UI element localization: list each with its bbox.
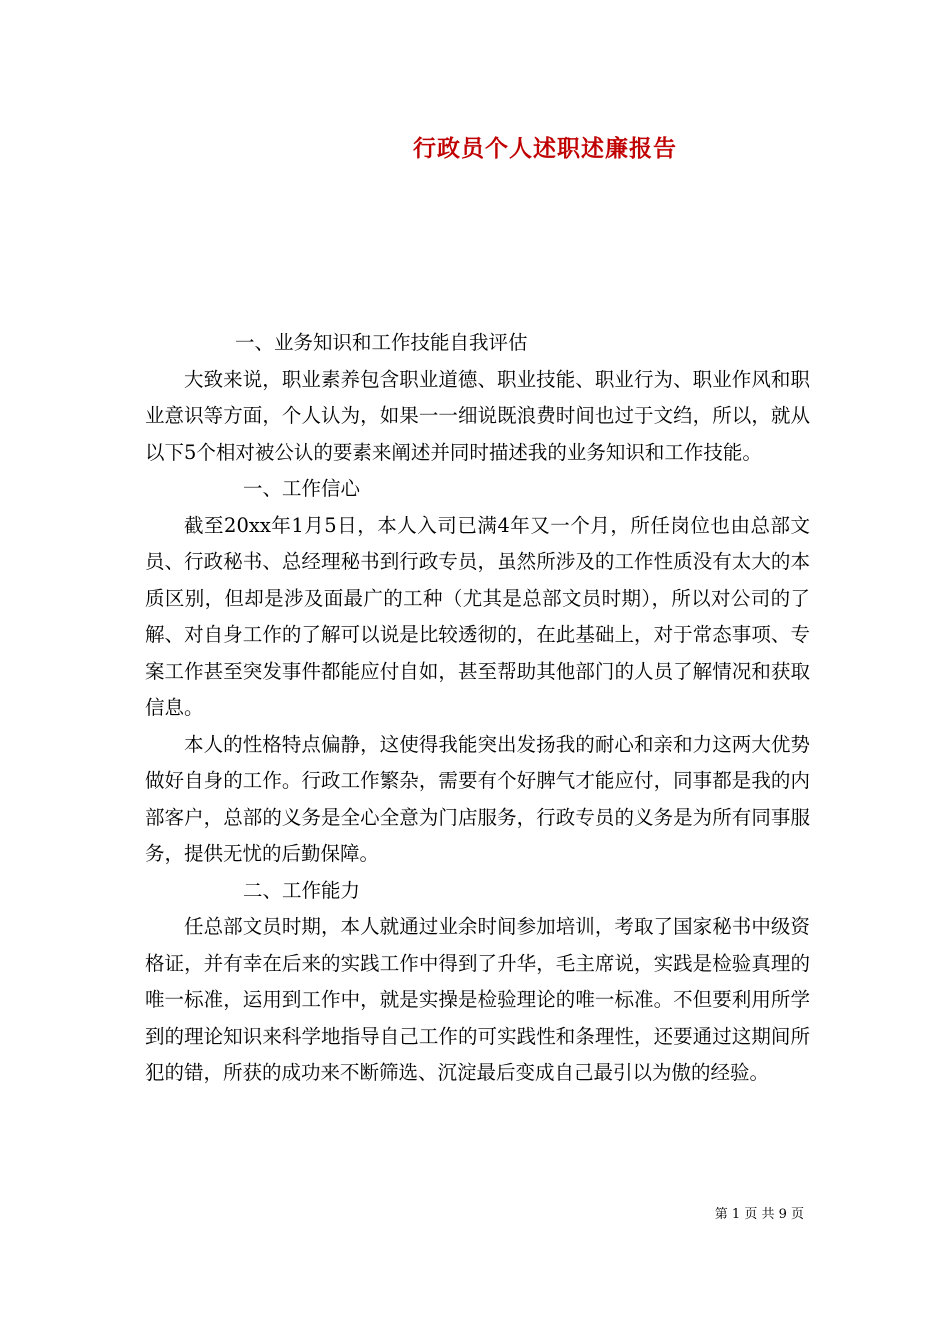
document-body	[145, 325, 810, 1092]
paragraph-confidence-1: 截至20xx年1月5日，本人入司已满4年又一个月，所任岗位也由总部文员、行政秘书、总经理秘书到行政专员，虽然所涉及的工作性质没有太大的本质区别，但却是涉及面最广的工种（尤其是总部文员时期），所以对公司的了解、对自身工作的了解可以说是比较透彻的，在此基础上，对于常态事项、专案工作甚至突发事件都能应付自如，甚至帮助其他部门的人员了解情况和获取信息。	[145, 513, 810, 719]
sub-heading-work-ability: 二、工作能力	[243, 878, 361, 902]
paragraph-confidence-2: 本人的性格特点偏静，这使得我能突出发扬我的耐心和亲和力这两大优势做好自身的工作。行政工作繁杂，需要有个好脾气才能应付，同事都是我的内部客户，总部的义务是全心全意为门店服务，行政专员的义务是为所有同事服务，提供无忧的后勤保障。	[145, 732, 810, 865]
section-heading-1: 一、业务知识和工作技能自我评估	[235, 331, 528, 354]
paragraph-intro: 大致来说，职业素养包含职业道德、职业技能、职业行为、职业作风和职业意识等方面，个人认为，如果一一细说既浪费时间也过于文绉，所以，就从以下5个相对被公认的要素来阐述并同时描述我的业务知识和工作技能。	[145, 367, 810, 464]
sub-heading-work-confidence: 一、工作信心	[243, 477, 361, 500]
page-footer: 第 1 页 共 9 页	[714, 1207, 804, 1222]
document-title: 行政员个人述职述廉报告	[413, 135, 677, 162]
paragraph-ability-1: 任总部文员时期，本人就通过业余时间参加培训，考取了国家秘书中级资格证，并有幸在后来的实践工作中得到了升华，毛主席说，实践是检验真理的唯一标准，运用到工作中，就是实操是检验理论的唯一标准。不但要利用所学到的理论知识来科学地指导自己工作的可实践性和条理性，还要通过这期间所犯的错，所获的成功来不断筛选、沉淀最后变成自己最引以为傲的经验。	[145, 915, 810, 1084]
